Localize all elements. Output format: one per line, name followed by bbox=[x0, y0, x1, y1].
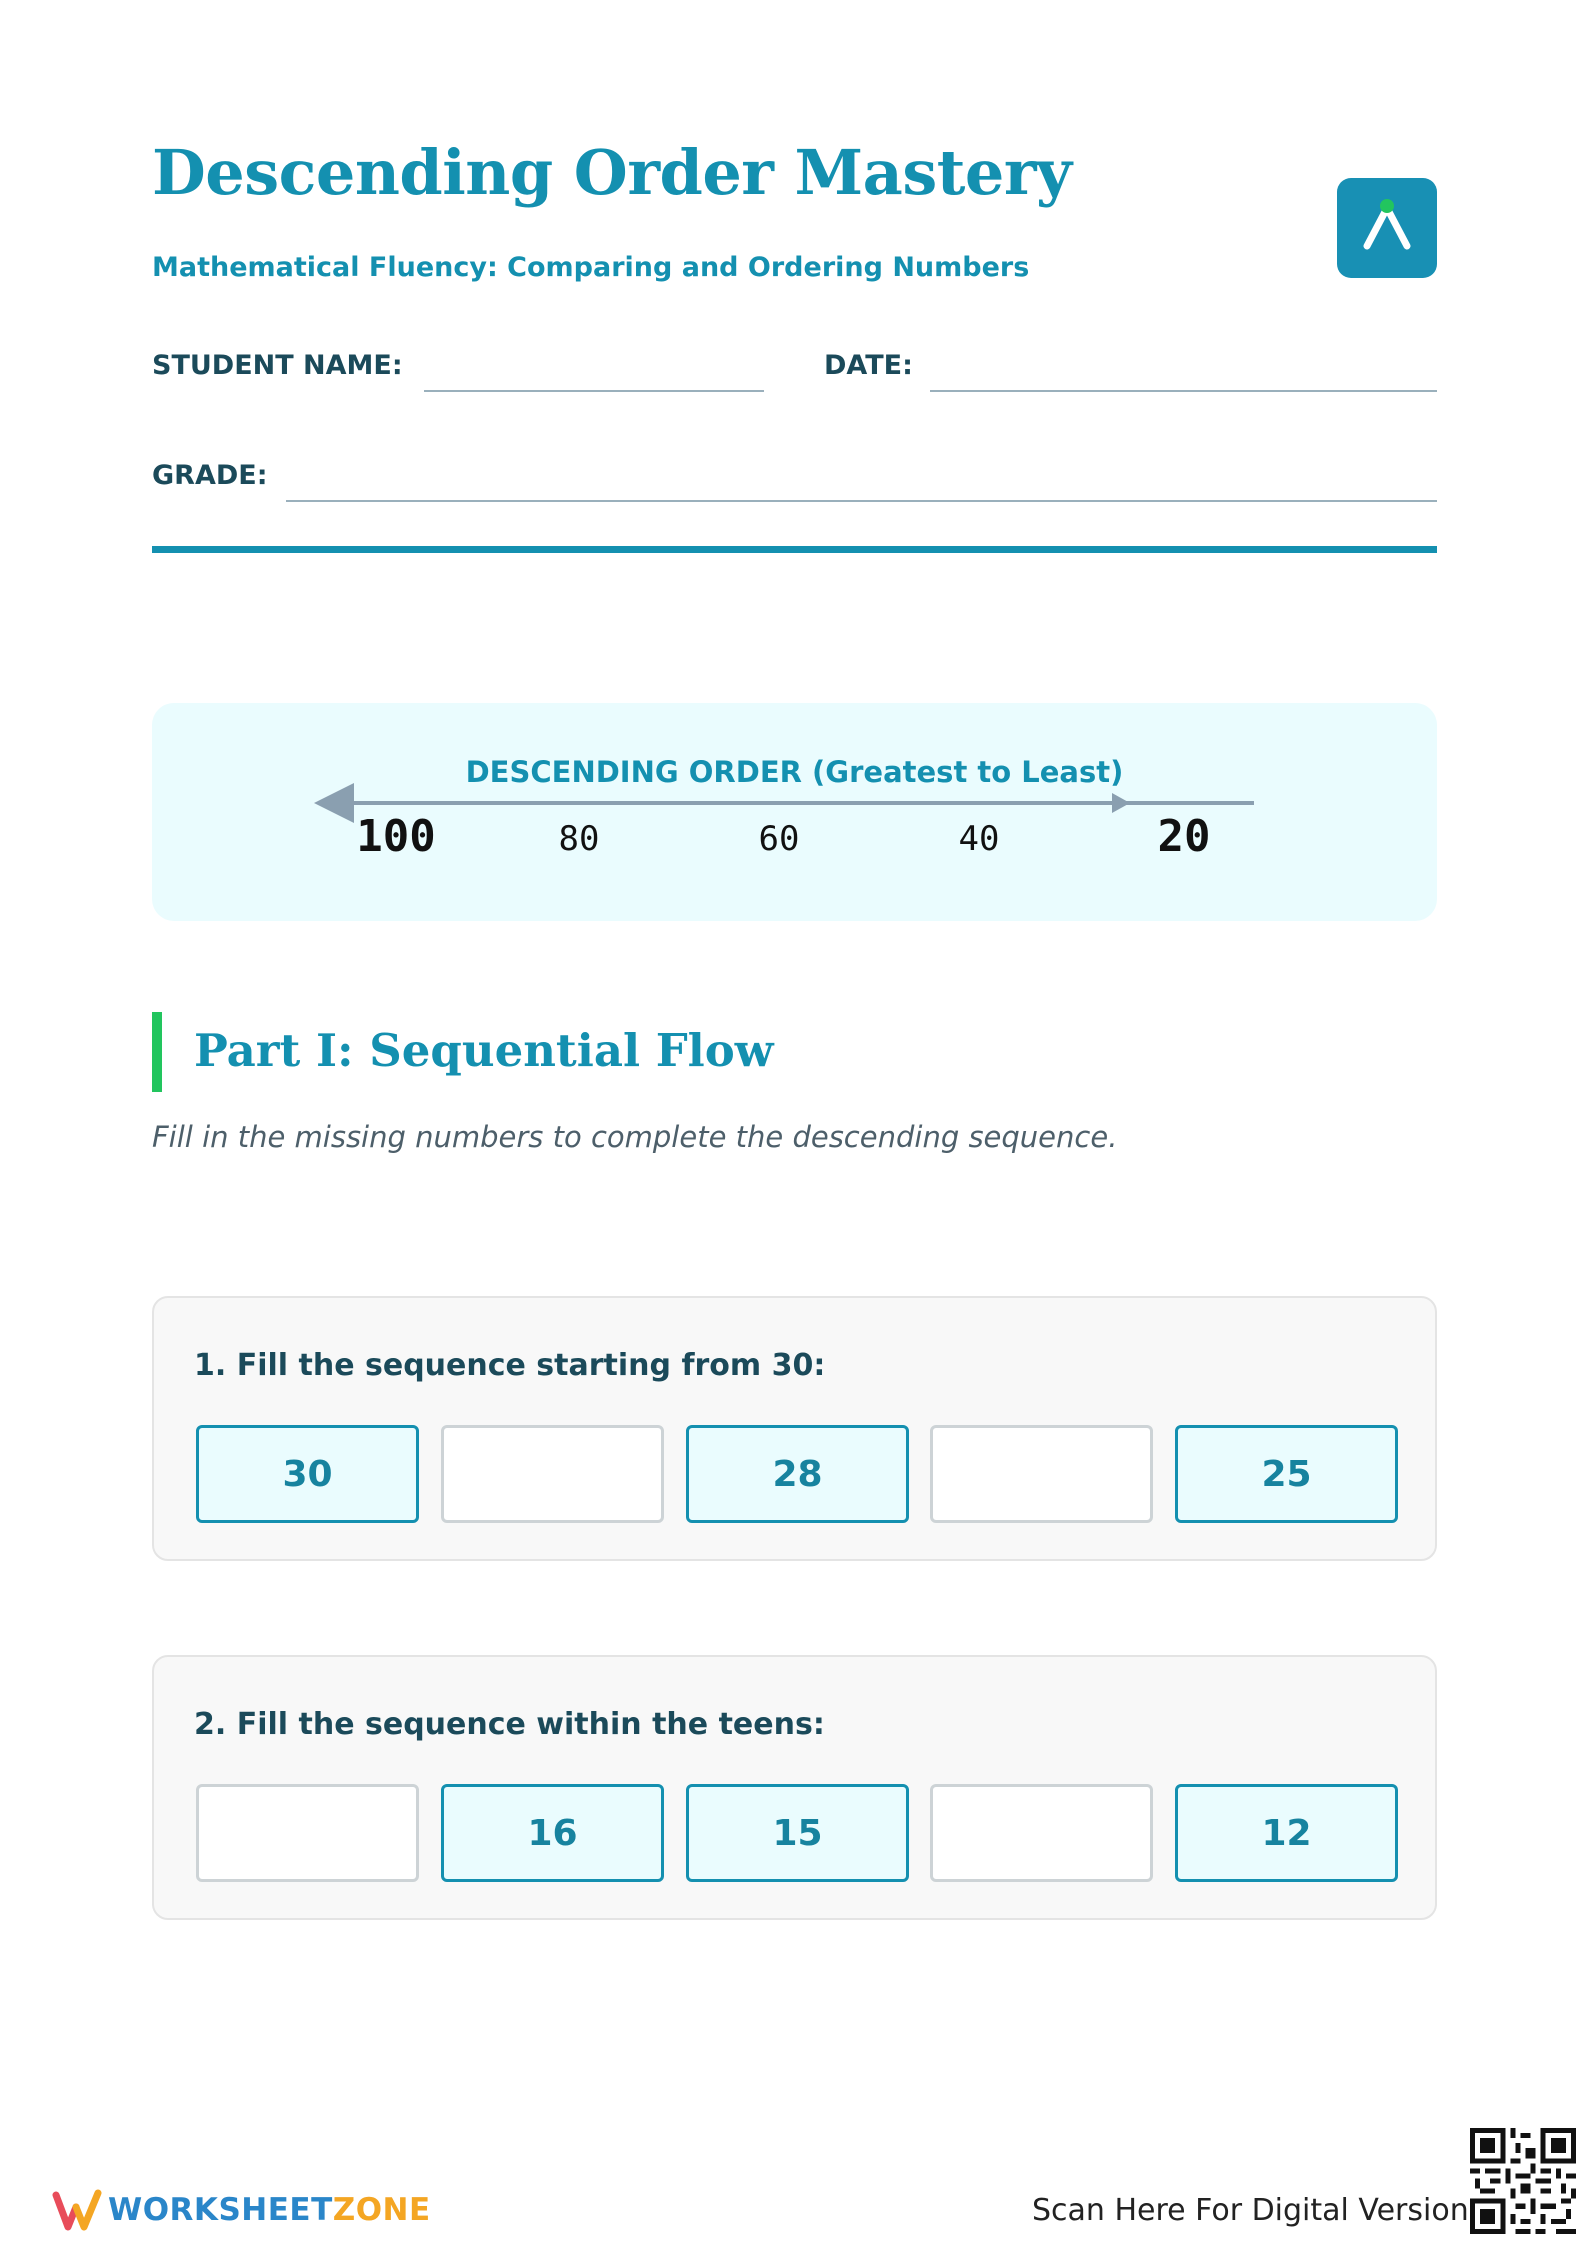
section-title: Part I: Sequential Flow bbox=[194, 1024, 774, 1077]
caret-logo-icon bbox=[1337, 178, 1437, 278]
sequence-cell: 30 bbox=[196, 1425, 419, 1523]
question-label: 2. Fill the sequence within the teens: bbox=[194, 1707, 825, 1742]
right-arrow-icon bbox=[1112, 793, 1130, 813]
qr-code-icon[interactable] bbox=[1470, 2128, 1576, 2234]
descending-order-banner bbox=[152, 703, 1437, 921]
question-card bbox=[152, 1296, 1437, 1561]
sequence-cell: 15 bbox=[686, 1784, 909, 1882]
number-line bbox=[152, 703, 1437, 921]
date-field[interactable] bbox=[930, 390, 1437, 392]
sequence-cell: 25 bbox=[1175, 1425, 1398, 1523]
brand-name-part: ZONE bbox=[332, 2192, 431, 2228]
number-line-label: 40 bbox=[958, 819, 1000, 859]
number-line-label: 100 bbox=[356, 811, 436, 862]
page-title: Descending Order Mastery bbox=[152, 136, 1072, 209]
number-line-label: 60 bbox=[758, 819, 800, 859]
section-instructions: Fill in the missing numbers to complete the descending sequence. bbox=[152, 1120, 1118, 1154]
date-label: DATE: bbox=[824, 350, 913, 381]
sequence-cell: 16 bbox=[441, 1784, 664, 1882]
student-name-field[interactable] bbox=[424, 390, 764, 392]
question-card bbox=[152, 1655, 1437, 1920]
header-divider bbox=[152, 546, 1437, 553]
sequence-blank-cell[interactable] bbox=[441, 1425, 664, 1523]
number-line-label: 20 bbox=[1157, 811, 1211, 862]
question-label: 1. Fill the sequence starting from 30: bbox=[194, 1348, 826, 1383]
left-arrow-icon bbox=[314, 783, 354, 823]
scan-caption: Scan Here For Digital Version bbox=[1032, 2193, 1469, 2228]
sequence-blank-cell[interactable] bbox=[196, 1784, 419, 1882]
brand-name bbox=[108, 2192, 431, 2228]
number-line-label: 80 bbox=[558, 819, 600, 859]
banner-title: DESCENDING ORDER (Greatest to Least) bbox=[465, 755, 1124, 789]
sequence-blank-cell[interactable] bbox=[930, 1784, 1153, 1882]
grade-label: GRADE: bbox=[152, 460, 268, 491]
grade-field[interactable] bbox=[286, 500, 1437, 502]
brand-name-part: WORKSHEET bbox=[108, 2192, 333, 2228]
brand-logo-badge bbox=[1337, 178, 1437, 278]
student-name-label: STUDENT NAME: bbox=[152, 350, 403, 381]
page-subtitle: Mathematical Fluency: Comparing and Ordering Numbers bbox=[152, 252, 1030, 283]
sequence-blank-cell[interactable] bbox=[930, 1425, 1153, 1523]
section-marker bbox=[152, 1012, 162, 1092]
sequence-cell: 12 bbox=[1175, 1784, 1398, 1882]
worksheetzone-logo-icon bbox=[52, 2185, 102, 2235]
sequence-cell: 28 bbox=[686, 1425, 909, 1523]
